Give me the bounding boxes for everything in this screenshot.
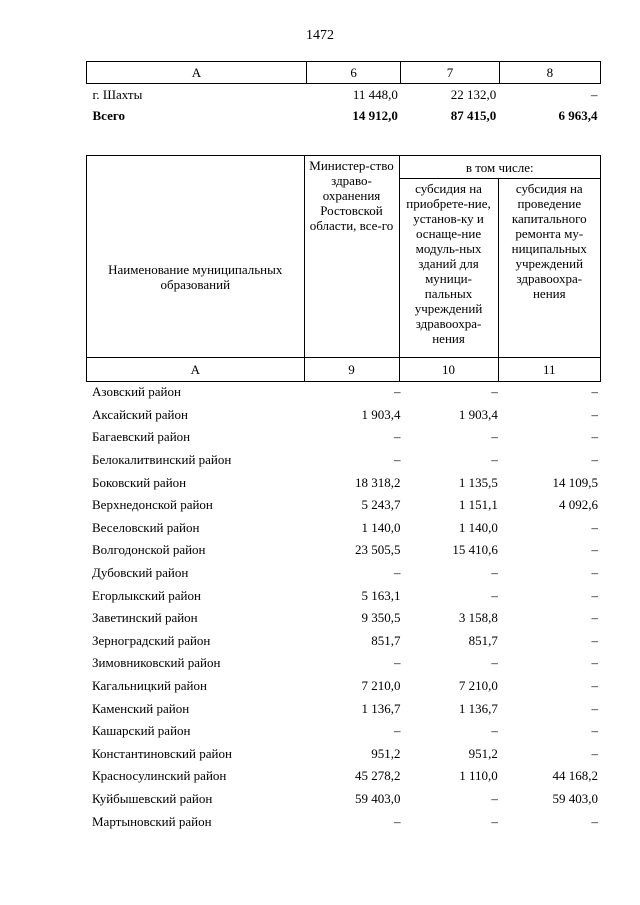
table-row <box>86 697 601 720</box>
row-c9: 9 350,5 <box>361 610 401 626</box>
row-c9: 1 136,7 <box>361 700 401 716</box>
row-name: Мартыновский район <box>92 813 212 829</box>
top-table <box>86 61 601 126</box>
row-name: Боковский район <box>92 474 187 490</box>
row-name: Веселовский район <box>92 519 200 535</box>
top-table-header-row <box>87 62 601 84</box>
row-c9: 45 278,2 <box>355 768 401 784</box>
row-c10: 851,7 <box>468 632 498 648</box>
row-c11: 4 092,6 <box>559 497 598 513</box>
row-c10: – <box>491 813 498 829</box>
row-c11: – <box>591 745 598 761</box>
row-c11: – <box>591 452 598 468</box>
row-name: Красносулинский район <box>92 768 227 784</box>
row-c10: 1 136,7 <box>458 700 498 716</box>
row-c9: 23 505,5 <box>355 542 401 558</box>
row-name: Кашарский район <box>92 723 191 739</box>
row-c11: – <box>591 723 598 739</box>
row-col6: 11 448,0 <box>352 86 398 102</box>
top-header-col6: 6 <box>306 62 401 84</box>
row-c11: – <box>591 406 598 422</box>
table-row <box>86 675 601 698</box>
row-c11: – <box>591 519 598 535</box>
row-name: Дубовский район <box>92 565 189 581</box>
main-table-body <box>86 381 601 833</box>
table-row <box>86 743 601 766</box>
top-header-col8: 8 <box>499 62 600 84</box>
header-letter-a: А <box>87 358 305 382</box>
total-col7: 87 415,0 <box>450 107 497 123</box>
row-c9: – <box>394 655 401 671</box>
header-col11: субсидия на проведение капитального ремонта му-ниципальных учреждений здравоохра-нения <box>498 179 600 358</box>
row-c10: – <box>491 384 498 400</box>
table-row <box>86 652 601 675</box>
row-c10: 1 135,5 <box>458 474 498 490</box>
row-c11: 14 109,5 <box>552 474 598 490</box>
main-table-header <box>86 155 601 382</box>
row-name: Аксайский район <box>92 406 188 422</box>
row-c9: 18 318,2 <box>355 474 401 490</box>
row-c10: 3 158,8 <box>458 610 498 626</box>
row-name: Куйбышевский район <box>92 790 213 806</box>
table-row <box>86 810 601 833</box>
row-name: Зерноградский район <box>92 632 211 648</box>
row-c9: 1 140,0 <box>361 519 401 535</box>
table-row <box>86 517 601 540</box>
row-c11: 59 403,0 <box>552 790 598 806</box>
row-c10: – <box>491 429 498 445</box>
table-row <box>86 449 601 472</box>
row-name: Волгодонской район <box>92 542 206 558</box>
row-c9: 59 403,0 <box>355 790 401 806</box>
row-c10: – <box>491 587 498 603</box>
table-row <box>86 562 601 585</box>
row-c9: – <box>394 452 401 468</box>
row-c10: 1 151,1 <box>458 497 498 513</box>
top-header-col7: 7 <box>401 62 499 84</box>
row-c9: – <box>394 429 401 445</box>
row-c9: 951,2 <box>371 745 401 761</box>
row-c11: 44 168,2 <box>552 768 598 784</box>
row-col8: – <box>591 86 598 102</box>
row-name: Азовский район <box>92 384 181 400</box>
row-c9: 1 903,4 <box>361 406 401 422</box>
table-row <box>86 381 601 404</box>
row-c11: – <box>591 655 598 671</box>
row-c9: 7 210,0 <box>361 678 401 694</box>
row-c11: – <box>591 542 598 558</box>
row-c10: – <box>491 452 498 468</box>
row-c9: – <box>394 384 401 400</box>
header-col9: Министер-ство здраво-охранения Ростовской области, все-го <box>304 156 399 358</box>
header-letter-9: 9 <box>304 358 399 382</box>
table-row <box>86 630 601 653</box>
total-row <box>87 105 601 126</box>
row-c10: – <box>491 723 498 739</box>
table-row <box>86 720 601 743</box>
row-name: Каменский район <box>92 700 190 716</box>
row-name: Заветинский район <box>92 610 198 626</box>
table-row <box>86 404 601 427</box>
header-including: в том числе: <box>399 156 601 179</box>
table-row <box>86 539 601 562</box>
row-c11: – <box>591 384 598 400</box>
table-row <box>86 584 601 607</box>
row-c9: 5 243,7 <box>361 497 401 513</box>
table-row <box>86 494 601 517</box>
row-c11: – <box>591 610 598 626</box>
row-name: Белокалитвинский район <box>92 452 232 468</box>
row-c10: 1 140,0 <box>458 519 498 535</box>
row-c9: 5 163,1 <box>361 587 401 603</box>
row-c9: – <box>394 723 401 739</box>
top-header-letter: А <box>87 62 307 84</box>
table-row <box>86 607 601 630</box>
row-c9: – <box>394 813 401 829</box>
row-c10: 15 410,6 <box>452 542 498 558</box>
header-name: Наименование муниципальных образований <box>87 156 305 358</box>
row-name: Егорлыкский район <box>92 587 201 603</box>
row-c10: 1 903,4 <box>458 406 498 422</box>
row-col7: 22 132,0 <box>450 86 497 102</box>
row-c10: 7 210,0 <box>458 678 498 694</box>
row-c11: – <box>591 429 598 445</box>
table-row <box>86 426 601 449</box>
row-c11: – <box>591 565 598 581</box>
total-col8: 6 963,4 <box>558 107 598 123</box>
row-c10: 951,2 <box>468 745 498 761</box>
row-c11: – <box>591 813 598 829</box>
row-c11: – <box>591 587 598 603</box>
table-row <box>86 765 601 788</box>
row-name: Константиновский район <box>92 745 232 761</box>
page-number: 1472 <box>306 28 334 43</box>
row-name: Зимовниковский район <box>92 655 221 671</box>
row-c10: – <box>491 790 498 806</box>
table-row <box>86 788 601 811</box>
table-row <box>87 84 601 106</box>
header-letter-10: 10 <box>399 358 498 382</box>
header-col10: субсидия на приобрете-ние, установ-ку и оснаще-ние модуль-ных зданий для муници-пальных учреждений здравоохра-нения <box>399 179 498 358</box>
row-name: Кагальницкий район <box>92 678 207 694</box>
row-c11: – <box>591 678 598 694</box>
row-c11: – <box>591 632 598 648</box>
row-c9: 851,7 <box>371 632 401 648</box>
row-name: Багаевский район <box>92 429 191 445</box>
row-c10: – <box>491 655 498 671</box>
table-row <box>86 471 601 494</box>
row-name: г. Шахты <box>92 86 143 102</box>
row-c10: 1 110,0 <box>459 768 498 784</box>
total-col6: 14 912,0 <box>352 107 398 123</box>
row-c10: – <box>491 565 498 581</box>
row-c9: – <box>394 565 401 581</box>
header-letter-11: 11 <box>498 358 600 382</box>
row-c11: – <box>591 700 598 716</box>
row-name: Верхнедонской район <box>92 497 213 513</box>
total-label: Всего <box>92 107 125 123</box>
